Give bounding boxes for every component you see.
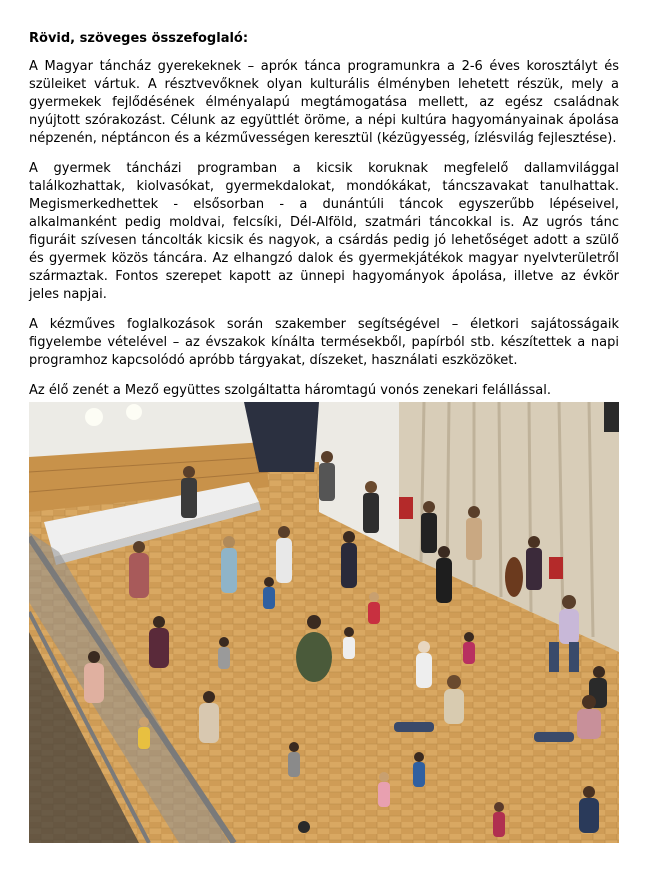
red-chair: [399, 497, 413, 519]
dance-house-photo: [29, 402, 619, 843]
document-page: [29, 30, 619, 412]
paragraph-music: Az élő zenét a Mező együttes szolgáltatta háromtagú vonós zenekari felállással.: [29, 383, 552, 398]
ceiling-light: [126, 404, 142, 420]
paragraph-intro: A Magyar táncház gyerekeknek – apróк tánca programunkra a 2-6 éves korosztályt és szüleiket vártuk. A résztvevőknek olyan kulturális élményben lehetett részük, mely a gyermekek fejlődésének élményalapú megtámogatása mellett, az egész családnak nyújtott szórakozást. Célunk az együttlét öröme, a népi kultúra hagyományainak ápolása népzenén, néptáncon és a kézművességen keresztül (kézügyesség, ízlésvilág fejlesztése).: [29, 59, 619, 146]
ceiling-light: [85, 408, 103, 426]
red-chair: [549, 557, 563, 579]
paragraph-crafts: A kézműves foglalkozások során szakember segítségével – életkori sajátosságaik figyelembe vételével – az évszakok kínálta termésekből, papírból stb. készítettek a napi programhoz kapcsolódó apróbb tárgyakat, díszeket, használati eszközöket.: [29, 317, 619, 368]
cello: [505, 557, 523, 597]
summary-heading: Rövid, szöveges összefoglaló:: [29, 31, 249, 46]
paragraph-program: A gyermek táncházi programban a kicsik koruknak megfelelő dallamvilággal találkozhattak, kiolvasókat, gyermekdalokat, mondókákat, táncszavakat tanulhattak. Megismerkedhettek - elsősorban - a dunántúli táncok egyszerűbb lépéseivel, alkalmanként pedig moldvai, felcsíki, Dél-Alföld, szatmári táncokkal is. Az ugrós tánc figuráit szívesen táncolták kicsik és nagyok, a csárdás pedig jó lehetőséget adott a szülő és gyermek közös táncára. Az elhangzó dalok és gyermekjátékok magyar nyelvterületről származtak. Fontos szerepet kapott az ünnepi hagyományok ápolása, illetve az évkör jeles napjai.: [29, 161, 619, 302]
